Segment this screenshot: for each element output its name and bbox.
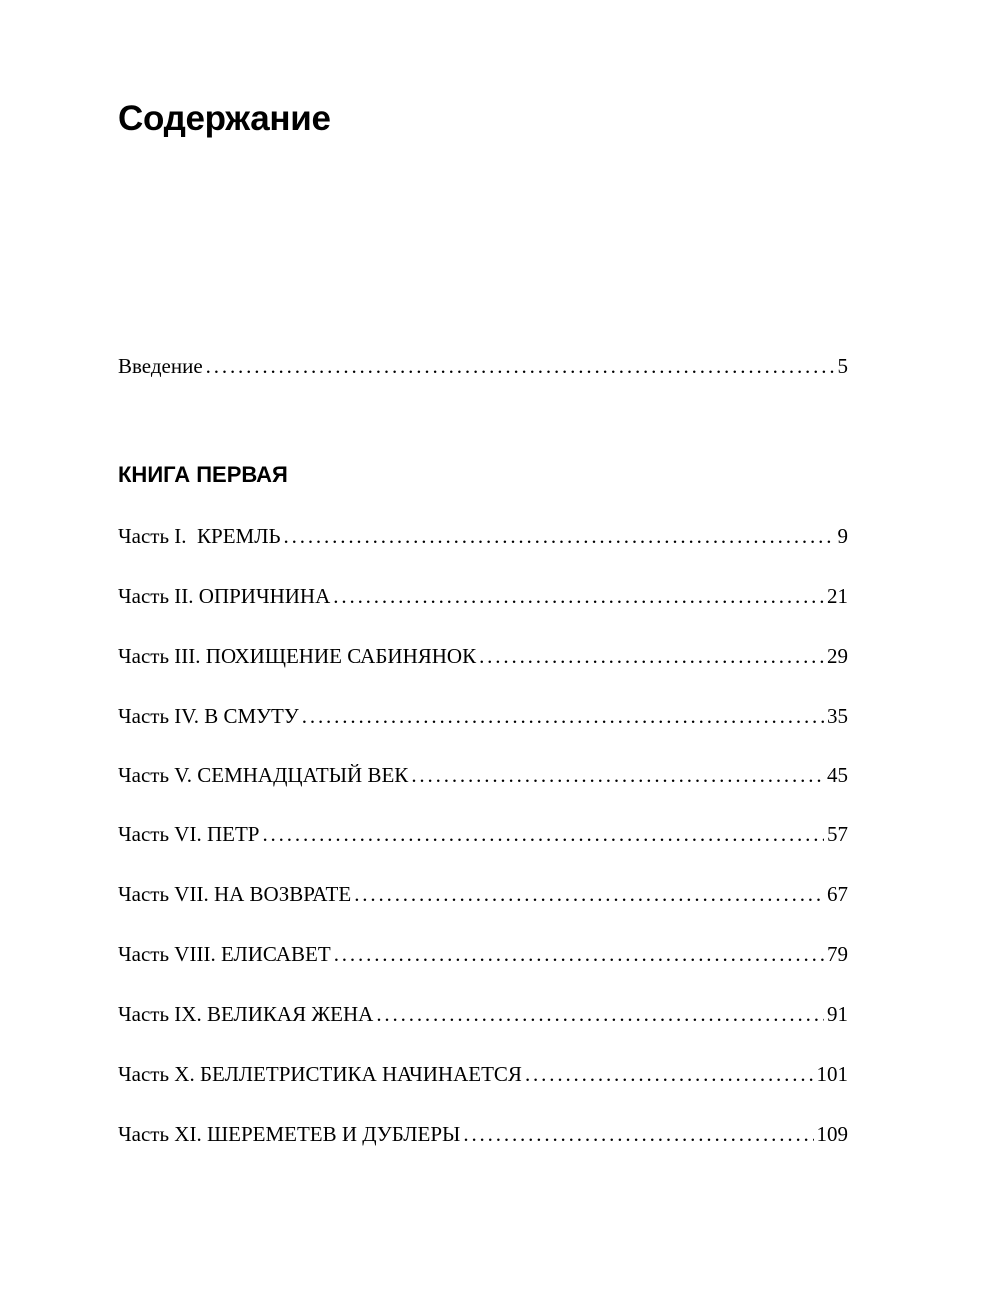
toc-entry-label: Часть IX. ВЕЛИКАЯ ЖЕНА — [118, 1002, 374, 1026]
toc-entry-page-number: 91 — [827, 1002, 848, 1026]
toc-entry[interactable] — [118, 1000, 848, 1028]
toc-entry-page-number: 57 — [827, 822, 848, 846]
toc-entry-label: Введение — [118, 354, 203, 378]
toc-entry-label: Часть XI. ШЕРЕМЕТЕВ И ДУБЛЕРЫ — [118, 1122, 461, 1146]
toc-entry[interactable] — [118, 522, 848, 550]
toc-entry[interactable] — [118, 940, 848, 968]
toc-entry-label: Часть IV. В СМУТУ — [118, 704, 299, 728]
toc-entry-page-number: 67 — [827, 882, 848, 906]
dot-leader — [302, 702, 824, 730]
dot-leader — [376, 1000, 824, 1028]
dot-leader — [284, 522, 835, 550]
toc-entry-label: Часть VI. ПЕТР — [118, 822, 260, 846]
toc-entry-page-number: 45 — [827, 763, 848, 787]
toc-entry-page-number: 29 — [827, 644, 848, 668]
dot-leader — [525, 1060, 814, 1088]
dot-leader — [354, 880, 824, 908]
dot-leader — [262, 820, 824, 848]
toc-entry[interactable] — [118, 642, 848, 670]
toc-entry-page-number: 5 — [837, 354, 848, 378]
toc-entry-label: Часть I. КРЕМЛЬ — [118, 524, 281, 548]
dot-leader — [333, 582, 824, 610]
toc-entry-label: Часть II. ОПРИЧНИНА — [118, 584, 331, 608]
page-title: Содержание — [118, 99, 331, 138]
toc-entry[interactable] — [118, 702, 848, 730]
toc-entry-page-number: 35 — [827, 704, 848, 728]
dot-leader — [334, 940, 824, 968]
toc-entry-page-number: 109 — [816, 1122, 848, 1146]
toc-entry[interactable] — [118, 880, 848, 908]
toc-entry-page-number: 101 — [816, 1062, 848, 1086]
toc-entry[interactable] — [118, 1120, 848, 1148]
toc-entry-page-number: 21 — [827, 584, 848, 608]
dot-leader — [479, 642, 824, 670]
toc-entry[interactable] — [118, 761, 848, 789]
toc-entry-page-number: 79 — [827, 942, 848, 966]
toc-entry-label: Часть VII. НА ВОЗВРАТЕ — [118, 882, 352, 906]
toc-entry-introduction[interactable] — [118, 352, 848, 380]
toc-entry[interactable] — [118, 820, 848, 848]
toc-entry-page-number: 9 — [837, 524, 848, 548]
book-heading: КНИГА ПЕРВАЯ — [118, 462, 288, 487]
toc-entry[interactable] — [118, 1060, 848, 1088]
dot-leader — [463, 1120, 813, 1148]
toc-entry-label: Часть X. БЕЛЛЕТРИСТИКА НАЧИНАЕТСЯ — [118, 1062, 522, 1086]
dot-leader — [411, 761, 824, 789]
toc-entry-label: Часть V. СЕМНАДЦАТЫЙ ВЕК — [118, 763, 409, 787]
toc-entry-label: Часть III. ПОХИЩЕНИЕ САБИНЯНОК — [118, 644, 477, 668]
toc-entry-label: Часть VIII. ЕЛИСАВЕТ — [118, 942, 331, 966]
dot-leader — [206, 352, 835, 380]
toc-entry[interactable] — [118, 582, 848, 610]
